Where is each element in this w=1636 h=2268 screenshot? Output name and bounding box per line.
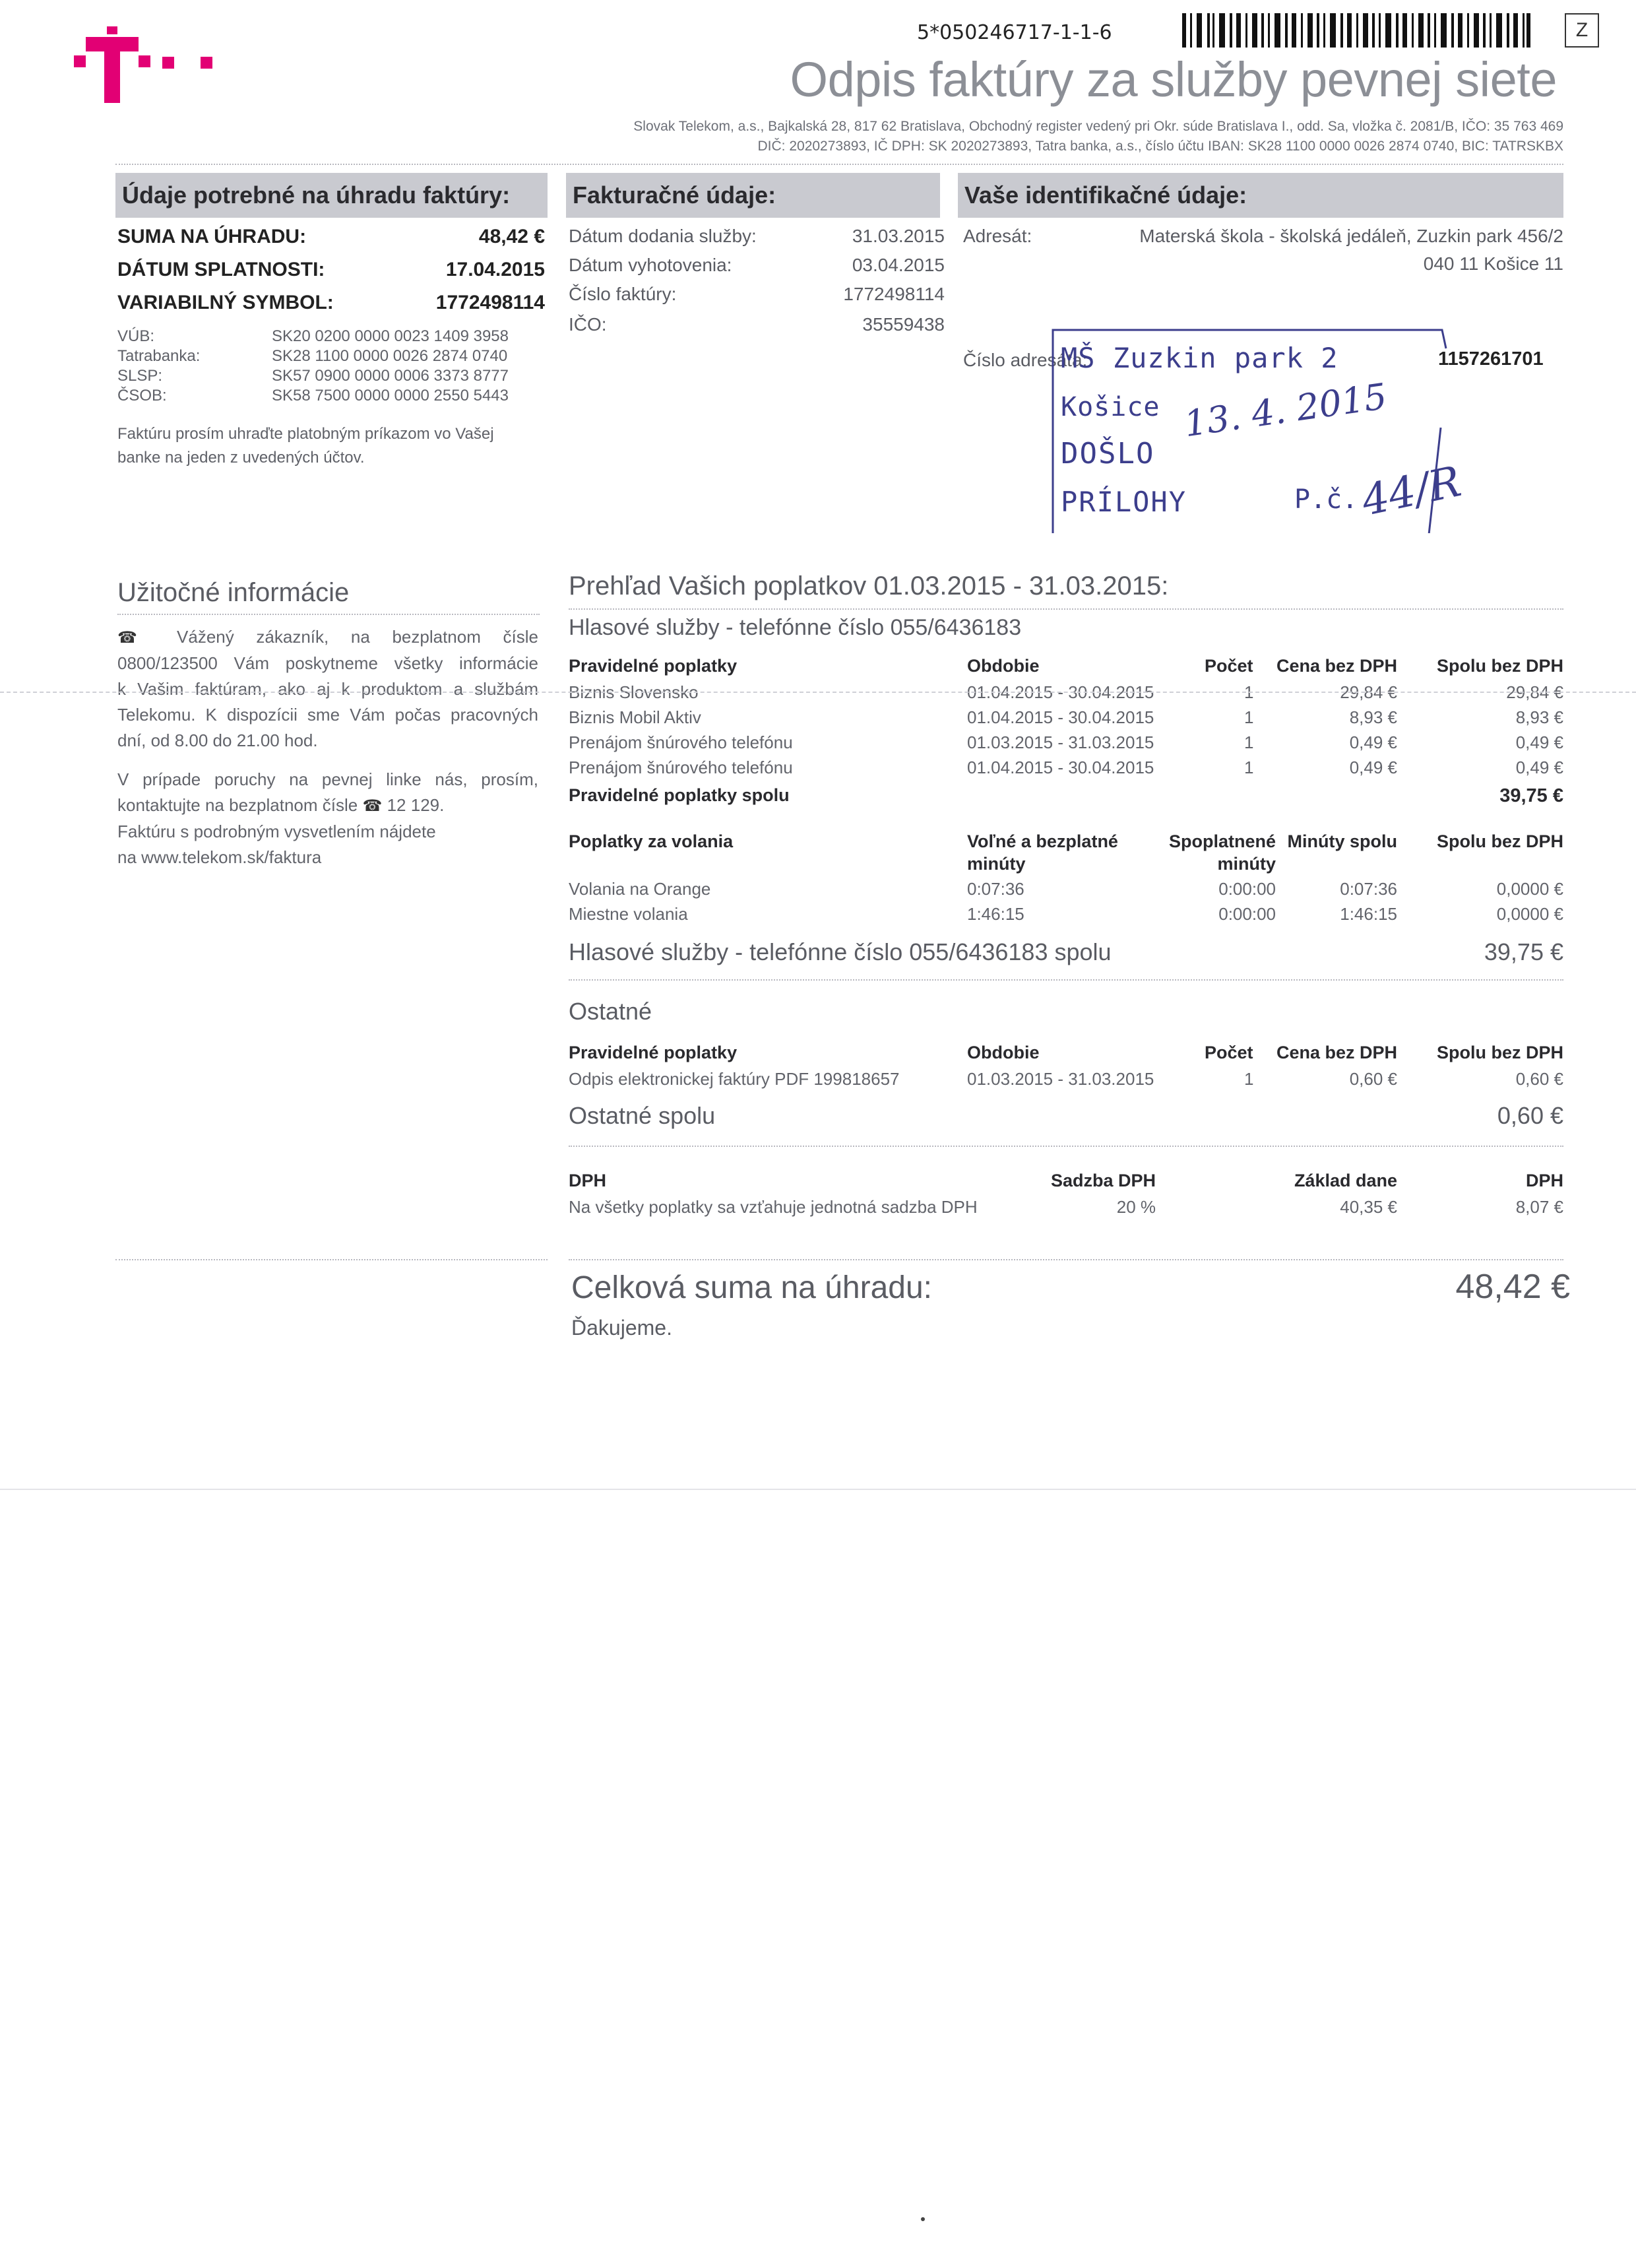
- fold-line: [0, 1489, 1636, 1490]
- useful-text-5: dní, od 8.00 do 21.00 hod.: [117, 730, 318, 750]
- col-tax-base: Základ dane: [1294, 1171, 1397, 1190]
- fee-total: 0,49 €: [1515, 758, 1563, 777]
- phone-icon: ☎: [117, 629, 155, 647]
- other-fee-period: 01.03.2015 - 31.03.2015: [967, 1069, 1154, 1089]
- regular-fees-sum-label: Pravidelné poplatky spolu: [569, 785, 790, 805]
- fee-name: Prenájom šnúrového telefónu: [569, 732, 793, 752]
- invoice-heading: Fakturačné údaje:: [566, 173, 940, 218]
- addressee-line1: Materská škola - školská jedáleň, Zuzkin park 456/2: [1139, 226, 1563, 246]
- useful-text-8: 12 129.: [387, 795, 445, 815]
- z-box: Z: [1565, 13, 1599, 48]
- other-fee-name: Odpis elektronickej faktúry PDF 199818657: [569, 1069, 900, 1089]
- useful-info-divider: [117, 614, 540, 615]
- header-divider: [115, 164, 1563, 165]
- col-count: Počet: [1205, 1043, 1253, 1062]
- invoice-number-value: 1772498114: [843, 284, 945, 304]
- bank-name: VÚB:: [117, 327, 155, 345]
- useful-text-1: Vážený zákazník, na bezplatnom čísle: [177, 627, 538, 647]
- call-free: 0:07:36: [967, 879, 1024, 899]
- due-date-value: 17.04.2015: [445, 259, 545, 280]
- useful-text-10: na www.telekom.sk/faktura: [117, 847, 322, 867]
- voice-total-label: Hlasové služby - telefónne číslo 055/6436183 spolu: [569, 938, 1112, 965]
- received-stamp: [1052, 329, 1466, 533]
- addressee-label: Adresát:: [963, 226, 1032, 246]
- col-free-minutes-1: Voľné a bezplatné: [967, 831, 1118, 851]
- col-vat-amount: DPH: [1525, 1171, 1563, 1190]
- barcode-number: 5*050246717-1-1-6: [917, 21, 1112, 44]
- fee-count: 1: [1244, 732, 1254, 752]
- col-price: Cena bez DPH: [1276, 656, 1397, 676]
- fee-period: 01.04.2015 - 30.04.2015: [967, 682, 1154, 702]
- useful-info-heading: Užitočné informácie: [117, 578, 350, 607]
- useful-text-6: V prípade poruchy na pevnej linke nás, prosím,: [117, 769, 538, 789]
- other-fee-price: 0,60 €: [1349, 1069, 1397, 1089]
- address-number-label: Číslo adresáta:: [963, 350, 1088, 370]
- stamp-line2: Košice: [1061, 392, 1160, 422]
- other-total-value: 0,60 €: [1497, 1102, 1563, 1129]
- col-price: Cena bez DPH: [1276, 1043, 1397, 1062]
- fee-period: 01.04.2015 - 30.04.2015: [967, 707, 1154, 727]
- col-free-minutes-2: minúty: [967, 854, 1026, 874]
- col-paid-minutes-2: minúty: [1217, 854, 1276, 874]
- col-vat: DPH: [569, 1171, 607, 1190]
- fee-total: 29,84 €: [1506, 682, 1563, 702]
- fold-line: [0, 692, 1636, 693]
- other-fee-total: 0,60 €: [1515, 1069, 1563, 1089]
- total-divider-right: [569, 1259, 1563, 1260]
- fee-count: 1: [1244, 682, 1254, 702]
- col-regular-fees: Pravidelné poplatky: [569, 656, 738, 676]
- useful-text-9: Faktúru s podrobným vysvetlením nájdete: [117, 822, 436, 841]
- fee-price: 0,49 €: [1349, 732, 1397, 752]
- vat-row-rate: 20 %: [1116, 1197, 1156, 1217]
- stamp-pc-value: 44/R: [1357, 457, 1466, 526]
- col-regular-fees: Pravidelné poplatky: [569, 1043, 738, 1062]
- col-vat-rate: Sadzba DPH: [1050, 1171, 1156, 1190]
- col-call-fees: Poplatky za volania: [569, 831, 734, 851]
- payment-note-line2: banke na jeden z uvedených účtov.: [117, 449, 365, 467]
- call-paid: 0:00:00: [1218, 879, 1276, 899]
- useful-info-paragraph1: [117, 624, 538, 754]
- call-paid: 0:00:00: [1218, 904, 1276, 924]
- delivery-date-value: 31.03.2015: [852, 226, 945, 246]
- invoice-number-label: Číslo faktúry:: [569, 284, 677, 304]
- stamp-attachments: PRÍLOHY: [1061, 486, 1187, 518]
- call-name: Volania na Orange: [569, 879, 711, 899]
- col-total: Spolu bez DPH: [1436, 656, 1563, 676]
- fee-price: 0,49 €: [1349, 758, 1397, 777]
- stamp-line1: MŠ Zuzkin park 2: [1061, 342, 1338, 374]
- overview-divider: [569, 608, 1563, 610]
- useful-text-3: k Vašim faktúram, ako aj k produktom a službám: [117, 679, 538, 699]
- issue-date-value: 03.04.2015: [852, 255, 945, 275]
- stamp-received: DOŠLO: [1061, 437, 1155, 470]
- fee-count: 1: [1244, 707, 1254, 727]
- call-minutes: 1:46:15: [1340, 904, 1397, 924]
- fee-period: 01.03.2015 - 31.03.2015: [967, 732, 1154, 752]
- bank-name: SLSP:: [117, 367, 163, 385]
- voice-services-heading: Hlasové služby - telefónne číslo 055/6436183: [569, 615, 1022, 640]
- vat-row-base: 40,35 €: [1340, 1197, 1397, 1217]
- useful-text-2: 0800/123500 Vám poskytneme všetky informácie: [117, 653, 538, 673]
- company-info-line2: DIČ: 2020273893, IČ DPH: SK 2020273893, Tatra banka, a.s., číslo účtu IBAN: SK28 1100 0000 0026 2874 0740, BIC: TATRSKBX: [757, 139, 1563, 154]
- address-number-value: 1157261701: [1438, 348, 1544, 370]
- other-divider: [569, 1146, 1563, 1147]
- voice-divider: [569, 979, 1563, 981]
- col-minutes-total: Minúty spolu: [1287, 831, 1397, 851]
- total-divider-left: [115, 1259, 548, 1260]
- ico-label: IČO:: [569, 314, 607, 335]
- fee-name: Biznis Mobil Aktiv: [569, 707, 701, 727]
- bank-iban: SK57 0900 0000 0006 3373 8777: [272, 367, 509, 385]
- telekom-logo: [74, 26, 226, 109]
- regular-fees-sum-value: 39,75 €: [1499, 785, 1563, 806]
- stamp-pc-label: P.č.: [1294, 484, 1358, 515]
- delivery-date-label: Dátum dodania služby:: [569, 226, 757, 246]
- call-total: 0,0000 €: [1496, 879, 1563, 899]
- useful-text-7: kontaktujte na bezplatnom čísle: [117, 795, 358, 815]
- col-period: Obdobie: [967, 1043, 1040, 1062]
- speck-dot: [921, 2217, 925, 2221]
- addressee-line2: 040 11 Košice 11: [1423, 253, 1563, 274]
- fee-period: 01.04.2015 - 30.04.2015: [967, 758, 1154, 777]
- other-fee-count: 1: [1244, 1069, 1254, 1089]
- vat-row-name: Na všetky poplatky sa vzťahuje jednotná sadzba DPH: [569, 1197, 978, 1217]
- call-total: 0,0000 €: [1496, 904, 1563, 924]
- identity-heading: Vaše identifikačné údaje:: [958, 173, 1563, 218]
- col-total: Spolu bez DPH: [1436, 831, 1563, 851]
- due-date-label: DÁTUM SPLATNOSTI:: [117, 259, 325, 280]
- sum-value: 48,42 €: [478, 226, 545, 247]
- barcode: [1182, 13, 1530, 48]
- overview-heading: Prehľad Vašich poplatkov 01.03.2015 - 31.03.2015:: [569, 571, 1169, 600]
- fee-name: Prenájom šnúrového telefónu: [569, 758, 793, 777]
- fee-total: 0,49 €: [1515, 732, 1563, 752]
- fee-count: 1: [1244, 758, 1254, 777]
- fee-price: 29,84 €: [1340, 682, 1397, 702]
- sum-label: SUMA NA ÚHRADU:: [117, 226, 307, 247]
- col-period: Obdobie: [967, 656, 1040, 676]
- ico-value: 35559438: [862, 314, 945, 335]
- payment-note-line1: Faktúru prosím uhraďte platobným príkazom vo Vašej: [117, 425, 494, 443]
- issue-date-label: Dátum vyhotovenia:: [569, 255, 732, 275]
- grand-total-label: Celková suma na úhradu:: [571, 1270, 932, 1305]
- other-heading: Ostatné: [569, 998, 652, 1025]
- phone-icon: ☎: [362, 797, 383, 815]
- bank-name: Tatrabanka:: [117, 347, 201, 365]
- bank-name: ČSOB:: [117, 387, 167, 405]
- voice-total-value: 39,75 €: [1484, 938, 1563, 965]
- thanks-text: Ďakujeme.: [571, 1316, 672, 1340]
- page-title: Odpis faktúry za služby pevnej siete: [790, 52, 1557, 107]
- payment-heading: Údaje potrebné na úhradu faktúry:: [115, 173, 548, 218]
- call-free: 1:46:15: [967, 904, 1024, 924]
- variable-symbol-label: VARIABILNÝ SYMBOL:: [117, 292, 334, 313]
- company-info-line1: Slovak Telekom, a.s., Bajkalská 28, 817 62 Bratislava, Obchodný register vedený pri Okr. súde Bratislava I., odd. Sa, vložka č. 2081/B, IČO: 35 763 469: [633, 119, 1563, 134]
- call-name: Miestne volania: [569, 904, 688, 924]
- bank-iban: SK58 7500 0000 0000 2550 5443: [272, 387, 509, 405]
- col-total: Spolu bez DPH: [1436, 1043, 1563, 1062]
- fee-price: 8,93 €: [1349, 707, 1397, 727]
- bank-iban: SK28 1100 0000 0026 2874 0740: [272, 347, 508, 365]
- other-total-label: Ostatné spolu: [569, 1102, 716, 1129]
- variable-symbol-value: 1772498114: [435, 292, 545, 313]
- call-minutes: 0:07:36: [1340, 879, 1397, 899]
- bank-iban: SK20 0200 0000 0023 1409 3958: [272, 327, 509, 345]
- fee-name: Biznis Slovensko: [569, 682, 699, 702]
- stamp-date: 13. 4. 2015: [1181, 375, 1390, 445]
- useful-info-paragraph2: [117, 767, 538, 870]
- useful-text-4: Telekomu. K dispozícii sme Vám počas pracovných: [117, 705, 538, 725]
- col-count: Počet: [1205, 656, 1253, 676]
- col-paid-minutes-1: Spoplatnené: [1168, 831, 1276, 851]
- grand-total-value: 48,42 €: [1455, 1268, 1570, 1306]
- fee-total: 8,93 €: [1515, 707, 1563, 727]
- vat-row-amount: 8,07 €: [1515, 1197, 1563, 1217]
